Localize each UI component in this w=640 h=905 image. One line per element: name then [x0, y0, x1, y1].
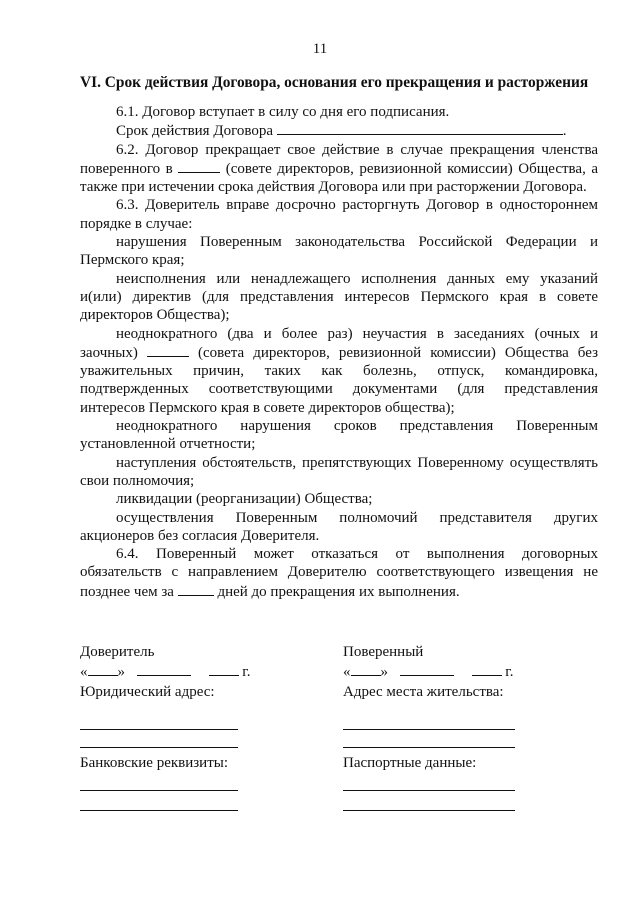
term-suffix: . — [562, 123, 567, 140]
paragraph-liquidation: ликвидации (реорганизации) Общества; — [116, 491, 373, 508]
principal-date — [80, 663, 280, 683]
section-body — [80, 103, 598, 601]
attorney-title: Поверенный — [343, 644, 424, 660]
section-heading: VI. Срок действия Договора, основания его прекращения и расторжения — [80, 74, 589, 91]
paragraph-non-execution: неисполнения или ненадлежащего исполнения данных ему указаний и(или) директив (для представления интересов Пермского края в совете директоров Общества); — [80, 270, 598, 324]
body-blank — [147, 343, 189, 357]
paragraph-6-2 — [80, 141, 598, 197]
term-label: Срок действия Договора — [116, 123, 273, 140]
date-month-blank — [137, 663, 191, 676]
signature-block-attorney — [343, 643, 543, 811]
paragraph-non-participation — [80, 325, 598, 417]
page-number: 11 — [312, 41, 328, 57]
date-close-quote: » — [117, 664, 125, 680]
bank-line-2 — [80, 810, 238, 811]
paragraph-6-2-part-b: (совете директоров, ревизионной комиссии) Общества, а также при истечении срока действия Договора или при расторжении Договора. — [80, 160, 598, 196]
principal-title: Доверитель — [80, 644, 155, 660]
date-day-blank — [88, 663, 118, 676]
date-month-blank — [400, 663, 454, 676]
signature-block-principal — [80, 643, 280, 811]
body-blank — [178, 159, 220, 173]
body-blank — [178, 582, 214, 596]
paragraph-circumstances: наступления обстоятельств, препятствующих Поверенному осуществлять свои полномочия; — [80, 454, 598, 489]
attorney-address-label: Адрес места жительства: — [343, 684, 504, 700]
paragraph-6-4 — [80, 545, 598, 601]
date-year-blank — [472, 663, 502, 676]
paragraph-6-4-part-b: дней до прекращения их выполнения. — [217, 583, 460, 600]
paragraph-other-shareholders: осуществления Поверенным полномочий представителя других акционеров без согласия Доверителя. — [80, 509, 598, 544]
date-open-quote: « — [343, 664, 351, 680]
paragraph-violation: нарушения Поверенным законодательства Российской Федерации и Пермского края; — [80, 234, 598, 269]
date-year-blank — [209, 663, 239, 676]
attorney-date — [343, 663, 543, 683]
date-day-blank — [351, 663, 381, 676]
principal-bank-label: Банковские реквизиты: — [80, 755, 229, 771]
paragraph-non-participation-part-a: неоднократного (два и более раз) неучастия в заседаниях (очных и заочных) — [80, 325, 598, 361]
term-blank — [277, 121, 563, 135]
paragraph-term — [80, 121, 598, 140]
paragraph-6-2-part-a: 6.2. Договор прекращает свое действие в случае прекращения членства поверенного в — [80, 141, 598, 177]
date-close-quote: » — [380, 664, 388, 680]
attorney-passport-label: Паспортные данные: — [343, 755, 477, 771]
paragraph-6-1: 6.1. Договор вступает в силу со дня его подписания. — [116, 104, 450, 120]
date-open-quote: « — [80, 664, 88, 680]
passport-line-2 — [343, 810, 515, 811]
year-suffix: г. — [242, 664, 251, 680]
principal-address-label: Юридический адрес: — [80, 684, 215, 700]
year-suffix: г. — [505, 664, 514, 680]
paragraph-6-4-part-a: 6.4. Поверенный может отказаться от выполнения договорных обязательств с направлением Доверителю соответствующего извещения не позднее чем за — [80, 546, 598, 600]
paragraph-non-participation-part-b: (совета директоров, ревизионной комиссии) Общества без уважительных причин, таких как болезнь, отпуск, командировка, подтвержденных соответствующими документами (для представления интересов Пермского края в совете директоров общества); — [80, 344, 598, 416]
paragraph-6-3: 6.3. Доверитель вправе досрочно расторгнуть Договор в одностороннем порядке в случае: — [80, 197, 598, 232]
paragraph-reporting: неоднократного нарушения сроков представления Поверенным установленной отчетности; — [80, 418, 598, 453]
